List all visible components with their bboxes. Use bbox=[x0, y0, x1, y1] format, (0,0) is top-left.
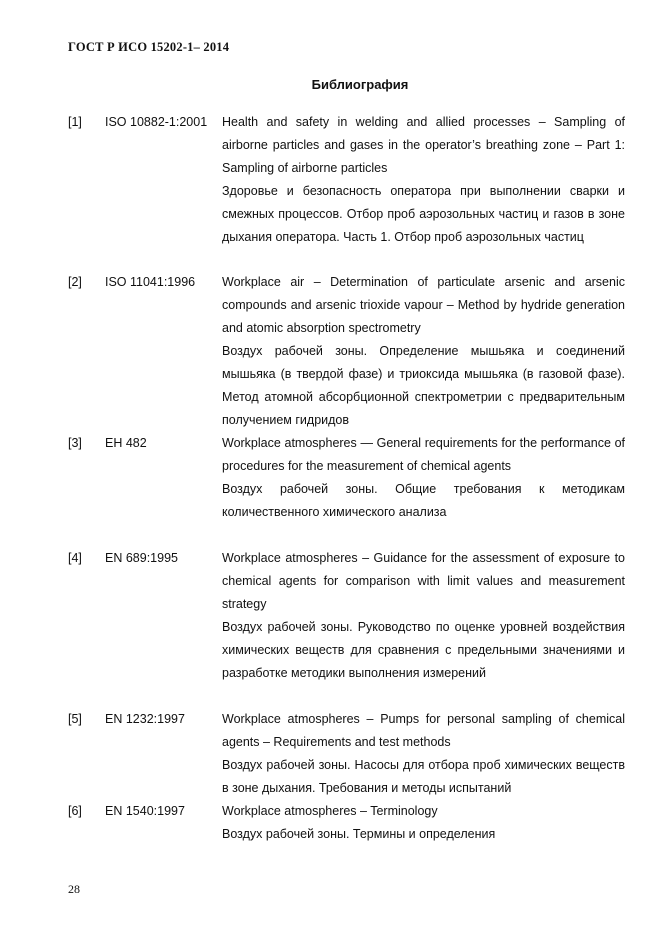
entry-number: [6] bbox=[68, 804, 82, 818]
entry-title-en: Workplace air – Determination of particulate arsenic and arsenic compounds and arsenic trioxide vapour – Method by hydride generation and atomic absorption spectrometry bbox=[222, 275, 625, 335]
entry-code: EN 1540:1997 bbox=[105, 804, 185, 818]
entry-code: ISO 11041:1996 bbox=[105, 275, 196, 289]
entry-code: ISO 10882-1:2001 bbox=[105, 115, 208, 129]
entry-title-en: Workplace atmospheres – Guidance for the assessment of exposure to chemical agents for comparison with limit values and measurement strategy bbox=[222, 551, 625, 611]
entry-title-ru: Воздух рабочей зоны. Определение мышьяка и соединений мышьяка (в твердой фазе) и триоксида мышьяка (в газовой фазе). Метод атомной абсорбционной спектрометрии с предварительным получением гидридов bbox=[222, 344, 625, 427]
entry-number: [1] bbox=[68, 115, 82, 129]
document-header: ГОСТ Р ИСО 15202-1– 2014 bbox=[68, 40, 230, 54]
entry-title-ru: Воздух рабочей зоны. Насосы для отбора проб химических веществ в зоне дыхания. Требования и методы испытаний bbox=[222, 758, 625, 795]
entry-number: [3] bbox=[68, 436, 82, 450]
entry-title-en: Workplace atmospheres – Terminology bbox=[222, 804, 438, 818]
entry-title-en: Health and safety in welding and allied processes – Sampling of airborne particles and gases in the operator’s breathing zone – Part 1: Sampling of airborne particles bbox=[222, 115, 625, 175]
entry-title-en: Workplace atmospheres – Pumps for personal sampling of chemical agents – Requirements and test methods bbox=[222, 712, 625, 749]
entry-description bbox=[222, 271, 625, 432]
entry-description bbox=[222, 547, 625, 685]
page-number: 28 bbox=[68, 882, 80, 896]
page-title: Библиография bbox=[311, 77, 409, 92]
entry-title-ru: Воздух рабочей зоны. Термины и определения bbox=[222, 827, 496, 841]
entry-description bbox=[222, 800, 625, 846]
entry-number: [2] bbox=[68, 275, 82, 289]
entry-number: [4] bbox=[68, 551, 82, 565]
entry-code: EN 689:1995 bbox=[105, 551, 178, 565]
entry-number: [5] bbox=[68, 712, 82, 726]
entry-title-ru: Здоровье и безопасность оператора при выполнении сварки и смежных процессов. Отбор проб аэрозольных частиц и газов в зоне дыхания оператора. Часть 1. Отбор проб аэрозольных частиц bbox=[222, 184, 625, 244]
entry-title-ru: Воздух рабочей зоны. Руководство по оценке уровней воздействия химических веществ для сравнения с предельными значениями и разработке методики выполнения измерений bbox=[222, 620, 625, 680]
entry-title-ru: Воздух рабочей зоны. Общие требования к методикам количественного химического анализа bbox=[222, 482, 625, 519]
entry-code: EN 1232:1997 bbox=[105, 712, 185, 726]
entry-title-en: Workplace atmospheres — General requirements for the performance of procedures for the measurement of chemical agents bbox=[222, 436, 625, 473]
entry-description bbox=[222, 432, 625, 524]
entry-code: ЕН 482 bbox=[105, 436, 147, 450]
entry-description bbox=[222, 708, 625, 800]
entry-description bbox=[222, 111, 625, 249]
